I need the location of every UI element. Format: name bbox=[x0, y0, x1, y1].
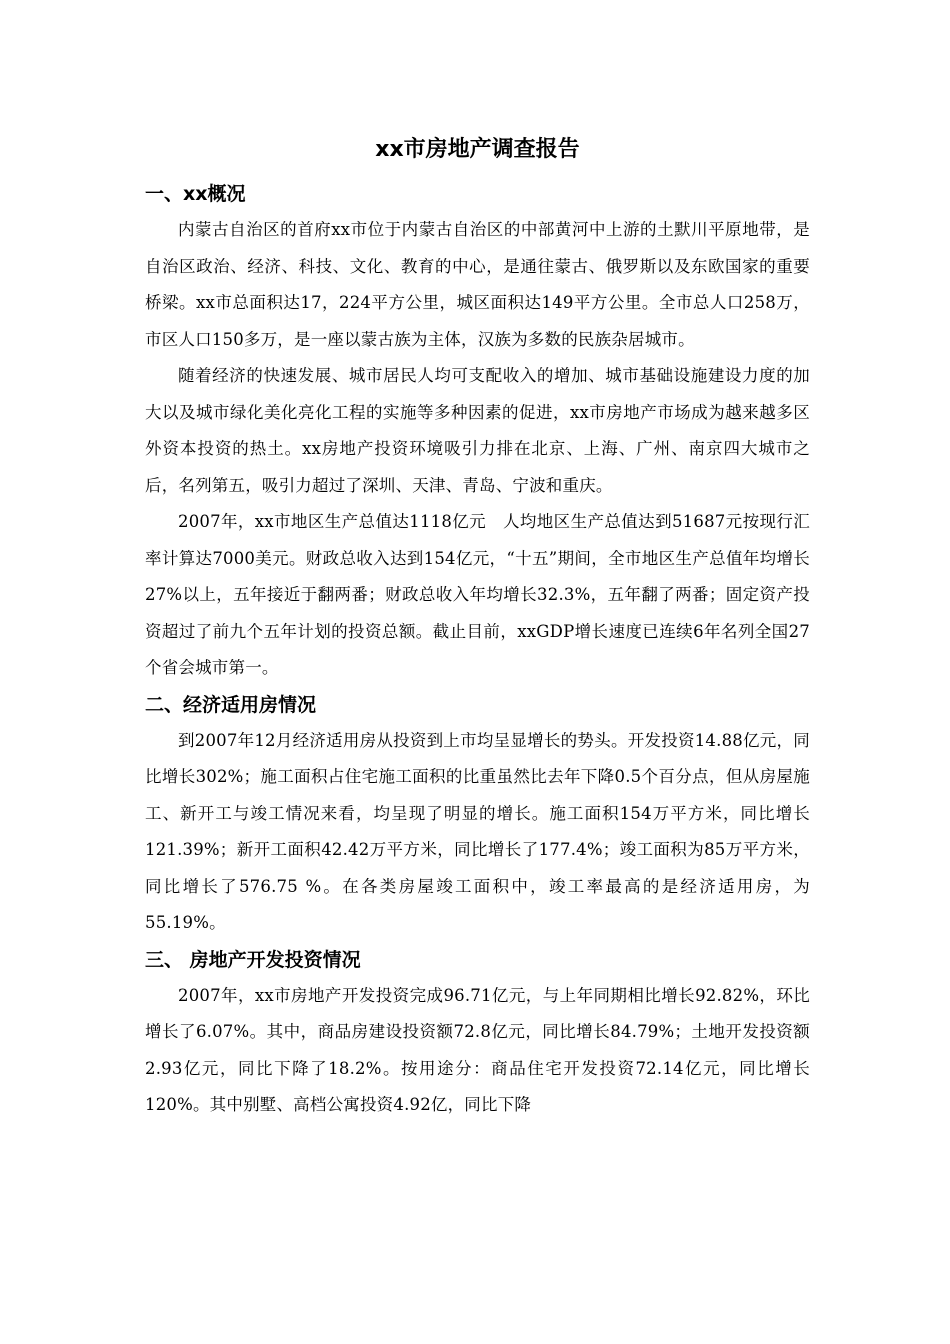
section-heading-investment: 三、 房地产开发投资情况 bbox=[145, 948, 361, 971]
document-body bbox=[145, 130, 810, 1124]
section-heading-affordable-housing: 二、经济适用房情况 bbox=[145, 693, 317, 716]
paragraph: 到2007年12月经济适用房从投资到上市均呈显增长的势头。开发投资14.88亿元，同比增长302%；施工面积占住宅施工面积的比重虽然比去年下降0.5个百分点，但从房屋施工、新开工与竣工情况来看，均呈现了明显的增长。施工面积154万平方米，同比增长121.39%；新开工面积42.42万平方米，同比增长了177.4%；竣工面积为85万平方米，同比增长了576.75 %。在各类房屋竣工面积中，竣工率最高的是经济适用房，为55.19%。 bbox=[145, 730, 810, 932]
document-title: xx市房地产调查报告 bbox=[375, 137, 580, 162]
paragraph: 2007年，xx市地区生产总值达1118亿元 人均地区生产总值达到51687元按现行汇率计算达7000美元。财政总收入达到154亿元，“十五”期间，全市地区生产总值年均增长27%以上，五年接近于翻两番；财政总收入年均增长32.3%，五年翻了两番；固定资产投资超过了前九个五年计划的投资总额。截止目前，xxGDP增长速度已连续6年名列全国27个省会城市第一。 bbox=[145, 512, 810, 677]
section-heading-overview: 一、xx概况 bbox=[145, 183, 246, 205]
paragraph: 内蒙古自治区的首府xx市位于内蒙古自治区的中部黄河中上游的土默川平原地带，是自治区政治、经济、科技、文化、教育的中心，是通往蒙古、俄罗斯以及东欧国家的重要桥梁。xx市总面积达17，224平方公里，城区面积达149平方公里。全市总人口258万，市区人口150多万，是一座以蒙古族为主体，汉族为多数的民族杂居城市。 bbox=[145, 220, 810, 349]
paragraph: 随着经济的快速发展、城市居民人均可支配收入的增加、城市基础设施建设力度的加大以及城市绿化美化亮化工程的实施等多种因素的促进，xx市房地产市场成为越来越多区外资本投资的热土。xx房地产投资环境吸引力排在北京、上海、广州、南京四大城市之后，名列第五，吸引力超过了深圳、天津、青岛、宁波和重庆。 bbox=[145, 366, 810, 495]
paragraph: 2007年，xx市房地产开发投资完成96.71亿元，与上年同期相比增长92.82%，环比增长了6.07%。其中，商品房建设投资额72.8亿元，同比增长84.79%；土地开发投资额2.93亿元，同比下降了18.2%。按用途分：商品住宅开发投资72.14亿元，同比增长120%。其中别墅、高档公寓投资4.92亿，同比下降 bbox=[145, 985, 810, 1114]
